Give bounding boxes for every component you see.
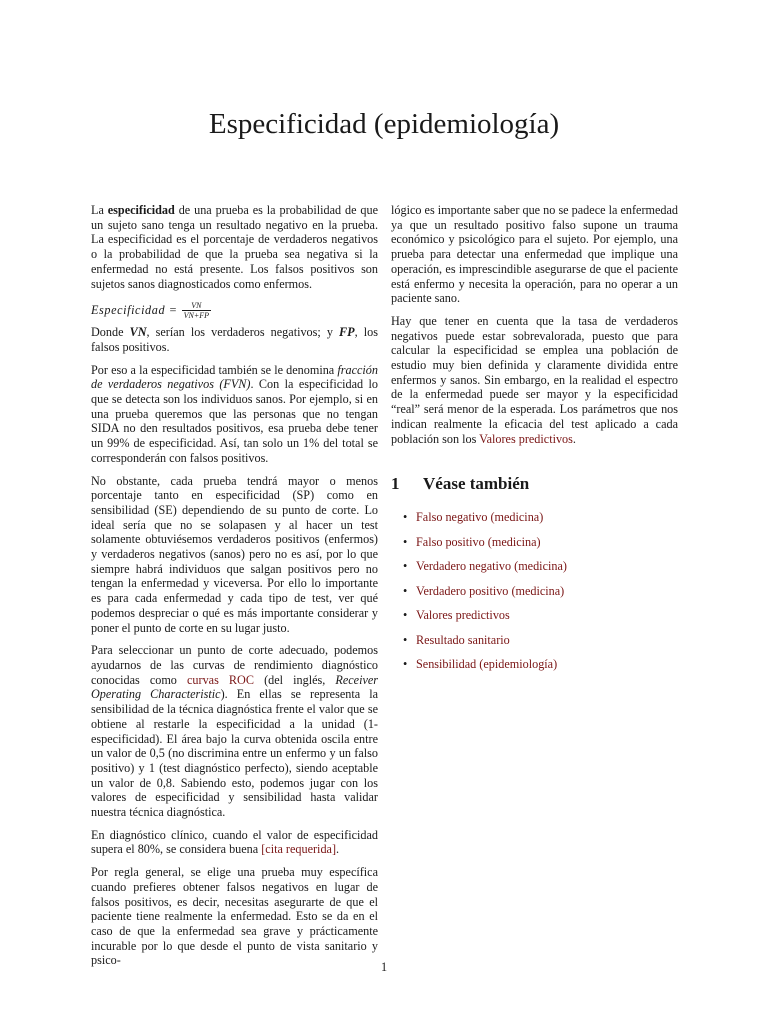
text-run: de una prueba es la probabilidad de que un sujeto sano tenga un resultado negativo en la prueba. La especificidad es el porcentaje de verdaderos negativos o la probabilidad de que la prueba sea negativa si la enfermedad no está presente. Los falsos positivos son sujetos sanos diagnosticados como enfermos. [91, 203, 378, 291]
see-also-link[interactable]: Falso positivo (medicina) [416, 534, 541, 549]
text-run: No obstante, cada prueba tendrá mayor o menos porcentaje tanto en especificidad (SP) como en sensibilidad (SE) dependiendo de su punto de corte. Lo ideal sería que no se solapasen y al hacer un test solamente obtuviésemos verdaderos positivos (enfermos) y verdaderos negativos (sanos) pero no es así, por lo que siempre habrá individuos que salgan positivos pero no tengan la enfermedad y viceversa. Por ello lo importante es para cada enfermedad y cada tipo de test, ver qué podemos despreciar o qué es más importante considerar y poner el punto de corte en su lugar justo. [91, 473, 378, 635]
text-run: fracción de verdaderos negativos (FVN) [91, 362, 378, 392]
page-number: 1 [380, 960, 388, 974]
text-run: Por regla general, se elige una prueba muy específica cuando prefieres obtener falsos negativos en lugar de falsos positivos, es decir, necesitas asegurarte de que el paciente tiene realmente la enfermedad. Esto se da en el caso de que la enfermedad sea grave y prácticamente incurable por lo que desde el punto de vista sanitario y psico- [91, 865, 378, 968]
paragraph-terms [91, 325, 378, 354]
text-run: FP [339, 325, 355, 340]
see-also-list [391, 510, 678, 672]
paragraph-definition [91, 203, 378, 291]
formula-numerator: VN [191, 300, 202, 310]
see-also-link[interactable]: Verdadero positivo (medicina) [416, 583, 565, 598]
see-also-link[interactable]: Sensibilidad (epidemiología) [416, 657, 558, 672]
paragraph-fvn [91, 363, 378, 466]
list-item [403, 559, 678, 574]
text-run: La [91, 203, 108, 217]
formula-denominator: VN+FP [183, 310, 210, 320]
text-run: Receiver Operating Characteristic [91, 672, 379, 702]
inline-link[interactable]: curvas ROC [187, 672, 254, 687]
bullet-icon: • [403, 657, 408, 672]
specificity-formula [91, 299, 378, 321]
bullet-icon: • [403, 510, 408, 525]
text-run: (del inglés, [253, 672, 336, 687]
list-item [403, 608, 678, 623]
text-run: Hay que tener en cuenta que la tasa de verdaderos negativos puede estar sobrevalorada, puesto que para calcular la especificidad se emplea una población de estudio muy bien definida y claramente dividida entre enfermos y sanos. Sin embargo, en la realidad el espectro de la enfermedad puede ser mayor y la especificidad “real” será menor de la esperada. Los parámetros que nos indican realmente la eficacia del test aplicado a cada población son los [391, 313, 678, 446]
formula-lhs: Especificidad = [91, 302, 178, 317]
text-run: VN [129, 325, 147, 340]
section-title: Véase también [423, 474, 530, 494]
see-also-link[interactable]: Valores predictivos [416, 608, 510, 623]
list-item [403, 510, 678, 525]
text-run: Donde [91, 325, 130, 340]
text-run: . Con la especificidad lo que se detecta son los individuos sanos. Por ejemplo, si en una prueba queremos que las personas que no tengan SIDA no den resultados positivos, esa prueba debe tener un 99% de especificidad. Así, tan solo un 1% del total se corresponderán con falsos positivos. [91, 377, 378, 465]
bullet-icon: • [403, 632, 408, 647]
text-run: Por eso a la especificidad también se le denomina [91, 362, 338, 377]
bullet-icon: • [403, 608, 408, 623]
bullet-icon: • [403, 559, 408, 574]
see-also-link[interactable]: Resultado sanitario [416, 632, 510, 647]
paragraph-true-negative-rate [391, 314, 678, 446]
list-item [403, 633, 678, 648]
right-column [391, 203, 678, 682]
text-run: Para seleccionar un punto de corte adecuado, podemos ayudarnos de las curvas de rendimiento diagnóstico conocidas como [91, 643, 378, 687]
text-run: . [336, 842, 340, 857]
list-item [403, 535, 678, 550]
inline-link[interactable]: [cita requerida] [261, 842, 337, 857]
inline-link[interactable]: Valores predictivos [479, 431, 573, 446]
paragraph-clinical [91, 828, 378, 857]
text-run: . [572, 431, 576, 446]
paragraph-rule [91, 865, 378, 968]
list-item [403, 657, 678, 672]
bullet-icon: • [403, 583, 408, 598]
paragraph-roc [91, 643, 378, 819]
bullet-icon: • [403, 534, 408, 549]
list-item [403, 584, 678, 599]
section-heading-see-also [391, 474, 678, 494]
text-run: En diagnóstico clínico, cuando el valor de especificidad supera el 80%, se considera buena [91, 827, 378, 857]
paragraph-cutoff [91, 474, 378, 636]
formula-fraction [182, 301, 211, 320]
text-run: lógico es importante saber que no se padece la enfermedad ya que un resultado positivo falso supone un trauma económico y psicológico para el sujeto. Por ejemplo, una prueba para detectar una enfermedad que implique una operación, es imprescindible asegurarse de que el paciente está enfermo y necesita la operación, para no operar a un paciente sano. [391, 203, 678, 306]
see-also-link[interactable]: Falso negativo (medicina) [416, 510, 544, 525]
left-column [91, 203, 378, 976]
paragraph-continuation [391, 203, 678, 306]
text-run: , los falsos positivos. [91, 325, 378, 354]
section-number: 1 [391, 474, 400, 494]
see-also-link[interactable]: Verdadero negativo (medicina) [416, 559, 567, 574]
text-run: especificidad [107, 203, 175, 217]
text-run: , serían los verdaderos negativos; y [146, 325, 340, 340]
text-run: ). En ellas se representa la sensibilidad de la técnica diagnóstica frente el valor que se obtiene al restarle la especificidad a la unidad (1-especificidad). El área bajo la curva obtenida oscila entre un valor de 0,5 (no discrimina entre un enfermo y un falso positivo) y 1 (test diagnóstico perfecto), siendo aceptable un valor de 0,8. Sabiendo esto, podemos jugar con los valores de especificidad y sensibilidad hasta validar nuestra técnica diagnóstica. [91, 687, 378, 820]
page-title: Especificidad (epidemiología) [208, 108, 560, 140]
